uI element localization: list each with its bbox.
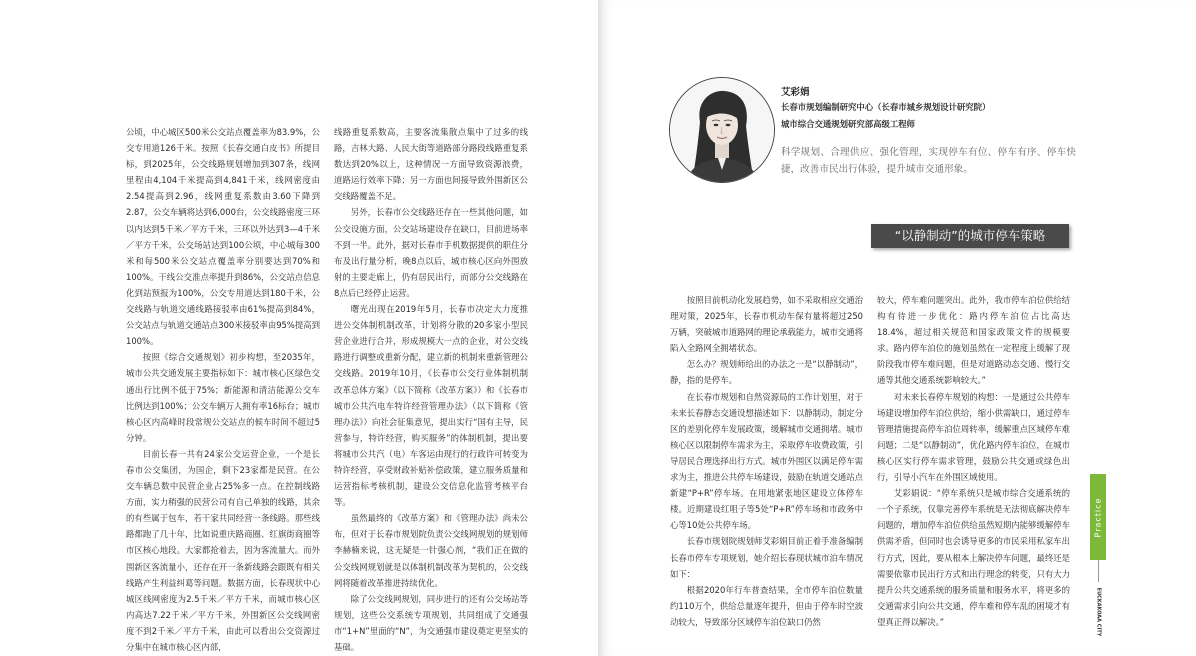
paragraph: 艾彩娟说：“停车系统只是城市综合交通系统的一个子系统，仅靠完善停车系统是无法彻底解决停车问题的，增加停车泊位供给虽然短期内能够缓解停车供需矛盾，但同时也会诱导更多的市民采用私家车出行方式，因此，要从根本上解决停车问题，最终还是需要依靠市民出行方式和出行理念的转变，只有大力提升公共交通系统的服务质量和服务水平，将更多的交通需求引向公共交通，停车难和停车乱的困境才有望真正得以解决。” [877, 488, 1070, 627]
section-headline: “以静制动”的城市停车策略 [871, 224, 1069, 248]
divider [1098, 560, 1099, 582]
paragraph: 除了公交线网规划，同步进行的还有公交场站等规划，这些公交系统专项规划，共同组成了交通强市“1+N”里面的“N”，为交通强市建设奠定更坚实的基础。 [334, 593, 528, 652]
paragraph: 根据2020年行车普查结果，全市停车泊位数量约110万个，供给总量逐年提升，但由于停车时空波动较大，导致部分区域停车泊位缺口仍然 [670, 584, 863, 627]
section-tab-label: Practice [1093, 497, 1103, 537]
author-position: 城市综合交通规划研究部高级工程师 [781, 119, 915, 129]
paragraph: 曙光出现在2019年5月，长春市决定大力度推进公交体制机制改革，计划将分散的20多家小型民营企业进行合并，形成规模大一点的企业，对公交线路进行调整或重新分配，建立新的机制来重新管理公交线路。2019年10月，《长春市公交行业体制机制改革总体方案》（以下简称《改革方案》）和《长春市城市公共汽电车特许经营管理办法》（以下简称《管理办法》）向社会征集意见，提出实行“国有主导，民营参与，特许经营，购买服务”的体制机制，提出要将城市公共汽（电）车客运由现行的行政许可转变为特许经营，享受财政补贴补偿政策，建立服务质量和运营指标考核机制，建设公交信息化监管考核平台等。 [334, 304, 528, 508]
paragraph: 对未来长春停车规划的构想：一是通过公共停车场建设增加停车泊位供给，缩小供需缺口，通过停车管理措施提高停车泊位周转率，缓解重点区域停车难问题；二是“以静制动”，优化路内停车泊位，在城市核心区实行停车需求管理，鼓励公共交通或绿色出行，引导小汽车在外围区域使用。 [877, 391, 1070, 483]
paragraph: 较大，停车难问题突出。此外，我市停车泊位供给结构有待进一步优化：路内停车泊位占比高达18.4%，超过相关规范和国家政策文件的规模要求。路内停车泊位的施划虽然在一定程度上缓解了现阶段我市停车难问题，但是对道路动态交通、慢行交通等其他交通系统影响较大。” [877, 295, 1070, 386]
paragraph: 线路重复系数高，主要客流集散点集中了过多的线路，吉林大路、人民大街等道路部分路段线路重复系数达到20%以上，这种情况一方面导致资源浪费，道路运行效率下降；另一方面也间接导致外围新区公交线路覆盖不足。 [334, 127, 528, 202]
paragraph: 怎么办？规划师给出的办法之一是“以静制动”，静，指的是停车。 [670, 359, 863, 386]
author-name: 艾彩娟 [781, 87, 810, 98]
author-quote: 科学规划、合理供应、强化管理，实现停车有位、停车有序、停车快捷，改善市民出行体验，提升城市交通形象。 [781, 147, 1076, 175]
paragraph: 长春市规划院规划师艾彩娟目前正着手准备编制长春市停车专项规划，她介绍长春现状城市泊车情况如下： [670, 536, 863, 579]
paragraph: 按照目前机动化发展趋势，如不采取相应交通治理对策，2025年，长春市机动车保有量将超过250万辆，突破城市道路网的理论承载能力，城市交通将陷入全路网全拥堵状态。 [670, 295, 863, 354]
magazine-brand [1092, 582, 1104, 642]
article-column-2 [334, 124, 528, 655]
paragraph: 公顷，中心城区500米公交站点覆盖率为83.9%，公交专用道126千米。按照《长春交通白皮书》所提目标，到2025年，公交线路规划增加到307条，线网里程由4,104千米提高到4,841千米，线网密度由2.54提高到2.96，线网重复系数由3.60下降到2.87，公交车辆将达到6,000台，公交线路密度三环以内达到5千米／平方千米，三环以外达到3—4千米／平方千米，公交场站达到100公顷，中心城每300米和每500米公交站点覆盖率分别要达到70%和100%。干线公交准点率提升到86%，公交站点信息化到站预报为100%，公交专用道达到180千米，公交线路与轨道交通线路接驳率由61%提高到84%，公交站点与轨道交通站点300米接驳率由95%提高到100%。 [126, 127, 320, 347]
article-column-1 [126, 124, 320, 655]
paragraph: 虽然最终的《改革方案》和《管理办法》尚未公布，但对于长春市规划院负责公交线网规划的规划师李赫楠来说，这无疑是一针强心剂，“我们正在做的公交线网规划就是以体制机制改革为契机的，公交线网将随着改革推进持续优化。 [334, 513, 528, 588]
paragraph: 目前长春一共有24家公交运营企业，一个是长春市公交集团，为国企，剩下23家都是民营。在公交车辆总数中民营企业占25%多一点。在控制线路方面，实力稍强的民营公司有自己单独的线路，其余的有些属于包车，若干家共同经营一条线路。那些线路都跑了几十年，比如说重庆路商圈、红旗街商圈等市区核心地段。大家都抢着去，因为客流量大。而外围新区客流量小，还存在开一条新线路会跟既有相关线路产生利益纠葛等问题。数据方面，长春现状中心城区线网密度为2.5千米／平方千米，而城市核心区内高达7.22千米／平方千米，外围新区公交线网密度不到2千米／平方千米，由此可以看出公交资源过分集中在城市核心区内部， [126, 448, 320, 652]
section-tab [1090, 474, 1106, 560]
magazine-brand-label: EUCKAKOAA CITY [1095, 587, 1102, 637]
article-column-3 [670, 292, 863, 630]
author-affiliation: 长春市规划编制研究中心（长春市城乡规划设计研究院） [781, 102, 991, 112]
article-column-4 [877, 292, 1070, 630]
portrait-image [670, 78, 774, 182]
paragraph: 在长春市规划和自然资源局的工作计划里，对于未来长春静态交通设想描述如下：以静制动，制定分区的差别化停车发展政策，缓解城市交通拥堵。城市核心区以限制停车需求为主，采取停车收费政策，引导居民合理选择出行方式。城市外围区以满足停车需求为主，推进公共停车场建设，鼓励在轨道交通站点新建“P+R”停车场。在用地紧张地区建设立体停车楼。近期建设红咀子等5处“P+R”停车场和市政务中心等10处公共停车场。 [670, 391, 863, 531]
paragraph: 按照《综合交通规划》初步构想，至2035年，城市公共交通发展主要指标如下：城市核心区绿色交通出行比例不低于75%；新能源和清洁能源公交车比例达到100%；公交车辆万人拥有率16标台；城市核心区内高峰时段常规公交站点的候车时间不超过5分钟。 [126, 352, 320, 443]
paragraph: 另外，长春市公交线路还存在一些其他问题，如公交设施方面，公交站场建设存在缺口，目前进场率不到一半。此外，据对长春市手机数据提供的职住分布及出行量分析，晚8点以后，城市核心区向外围放射的主要走廊上，仍有居民出行，而部分公交线路在8点后已经停止运营。 [334, 207, 528, 298]
author-portrait [669, 77, 775, 183]
